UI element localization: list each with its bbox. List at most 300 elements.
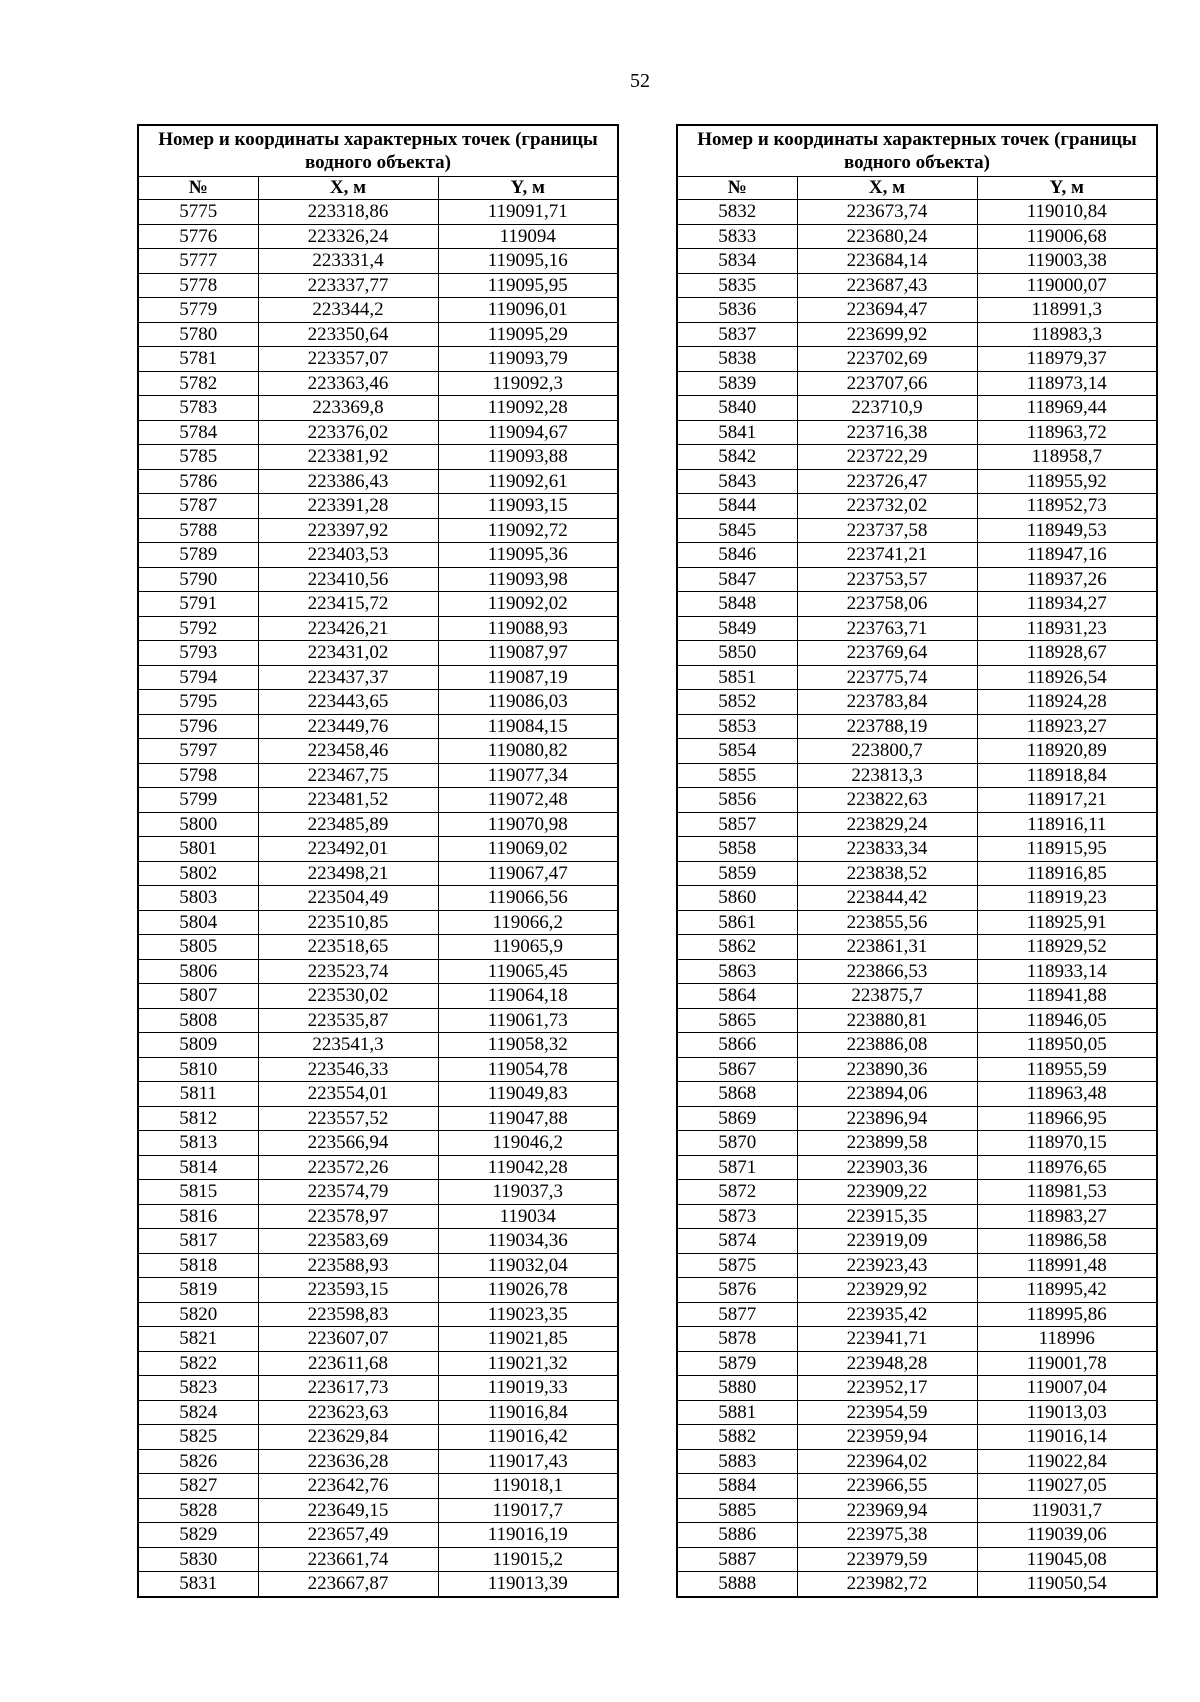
cell-y-coordinate: 119016,19 — [438, 1523, 618, 1548]
cell-x-coordinate: 223369,8 — [258, 396, 438, 421]
table-row — [138, 494, 618, 519]
cell-y-coordinate: 119000,07 — [977, 273, 1157, 298]
table-row — [677, 322, 1157, 347]
cell-x-coordinate: 223504,49 — [258, 886, 438, 911]
table-row — [677, 273, 1157, 298]
table-caption: Номер и координаты характерных точек (границы водного объекта) — [138, 125, 618, 177]
cell-x-coordinate: 223726,47 — [797, 469, 977, 494]
cell-y-coordinate: 119092,72 — [438, 518, 618, 543]
table-caption: Номер и координаты характерных точек (границы водного объекта) — [677, 125, 1157, 177]
cell-x-coordinate: 223535,87 — [258, 1008, 438, 1033]
table-row — [677, 224, 1157, 249]
cell-x-coordinate: 223829,24 — [797, 812, 977, 837]
cell-point-number: 5858 — [677, 837, 797, 862]
table-row — [138, 763, 618, 788]
table-row — [138, 200, 618, 225]
cell-x-coordinate: 223844,42 — [797, 886, 977, 911]
cell-point-number: 5859 — [677, 861, 797, 886]
cell-y-coordinate: 119027,05 — [977, 1474, 1157, 1499]
table-row — [138, 861, 618, 886]
cell-x-coordinate: 223467,75 — [258, 763, 438, 788]
cell-x-coordinate: 223443,65 — [258, 690, 438, 715]
cell-point-number: 5820 — [138, 1302, 258, 1327]
cell-y-coordinate: 119092,3 — [438, 371, 618, 396]
table-row — [677, 1180, 1157, 1205]
table-row — [677, 1155, 1157, 1180]
cell-x-coordinate: 223357,07 — [258, 347, 438, 372]
cell-point-number: 5844 — [677, 494, 797, 519]
cell-point-number: 5816 — [138, 1204, 258, 1229]
cell-point-number: 5887 — [677, 1547, 797, 1572]
cell-point-number: 5861 — [677, 910, 797, 935]
cell-point-number: 5880 — [677, 1376, 797, 1401]
cell-y-coordinate: 118949,53 — [977, 518, 1157, 543]
table-row — [677, 886, 1157, 911]
cell-point-number: 5824 — [138, 1400, 258, 1425]
table-row — [677, 1302, 1157, 1327]
cell-x-coordinate: 223337,77 — [258, 273, 438, 298]
cell-x-coordinate: 223530,02 — [258, 984, 438, 1009]
cell-point-number: 5828 — [138, 1498, 258, 1523]
cell-point-number: 5783 — [138, 396, 258, 421]
table-row — [138, 1253, 618, 1278]
table-row — [138, 812, 618, 837]
cell-point-number: 5852 — [677, 690, 797, 715]
cell-point-number: 5799 — [138, 788, 258, 813]
cell-x-coordinate: 223673,74 — [797, 200, 977, 225]
cell-y-coordinate: 119045,08 — [977, 1547, 1157, 1572]
table-row — [677, 861, 1157, 886]
cell-y-coordinate: 118979,37 — [977, 347, 1157, 372]
cell-y-coordinate: 119050,54 — [977, 1572, 1157, 1597]
cell-y-coordinate: 118963,48 — [977, 1082, 1157, 1107]
cell-x-coordinate: 223415,72 — [258, 592, 438, 617]
cell-x-coordinate: 223391,28 — [258, 494, 438, 519]
cell-x-coordinate: 223707,66 — [797, 371, 977, 396]
cell-y-coordinate: 118947,16 — [977, 543, 1157, 568]
cell-point-number: 5775 — [138, 200, 258, 225]
cell-y-coordinate: 118952,73 — [977, 494, 1157, 519]
cell-point-number: 5830 — [138, 1547, 258, 1572]
cell-x-coordinate: 223699,92 — [797, 322, 977, 347]
cell-y-coordinate: 119019,33 — [438, 1376, 618, 1401]
cell-point-number: 5822 — [138, 1351, 258, 1376]
cell-y-coordinate: 119018,1 — [438, 1474, 618, 1499]
cell-point-number: 5787 — [138, 494, 258, 519]
cell-point-number: 5834 — [677, 249, 797, 274]
cell-x-coordinate: 223546,33 — [258, 1057, 438, 1082]
cell-y-coordinate: 119039,06 — [977, 1523, 1157, 1548]
cell-point-number: 5827 — [138, 1474, 258, 1499]
cell-y-coordinate: 119034 — [438, 1204, 618, 1229]
cell-y-coordinate: 118991,48 — [977, 1253, 1157, 1278]
cell-x-coordinate: 223737,58 — [797, 518, 977, 543]
table-row — [677, 910, 1157, 935]
cell-point-number: 5836 — [677, 298, 797, 323]
cell-y-coordinate: 119015,2 — [438, 1547, 618, 1572]
cell-y-coordinate: 118995,86 — [977, 1302, 1157, 1327]
table-body-left — [138, 200, 618, 1597]
table-row — [677, 812, 1157, 837]
cell-y-coordinate: 119022,84 — [977, 1449, 1157, 1474]
table-row — [677, 1278, 1157, 1303]
cell-y-coordinate: 118928,67 — [977, 641, 1157, 666]
cell-point-number: 5777 — [138, 249, 258, 274]
cell-y-coordinate: 119093,98 — [438, 567, 618, 592]
cell-x-coordinate: 223557,52 — [258, 1106, 438, 1131]
cell-x-coordinate: 223909,22 — [797, 1180, 977, 1205]
cell-x-coordinate: 223788,19 — [797, 714, 977, 739]
table-row — [677, 959, 1157, 984]
table-row — [677, 1498, 1157, 1523]
column-header-number: № — [138, 177, 258, 200]
table-row — [677, 518, 1157, 543]
cell-point-number: 5871 — [677, 1155, 797, 1180]
cell-x-coordinate: 223964,02 — [797, 1449, 977, 1474]
cell-point-number: 5788 — [138, 518, 258, 543]
table-row — [138, 224, 618, 249]
cell-x-coordinate: 223915,35 — [797, 1204, 977, 1229]
cell-point-number: 5825 — [138, 1425, 258, 1450]
table-row — [138, 592, 618, 617]
cell-y-coordinate: 119016,42 — [438, 1425, 618, 1450]
cell-x-coordinate: 223684,14 — [797, 249, 977, 274]
cell-x-coordinate: 223574,79 — [258, 1180, 438, 1205]
cell-x-coordinate: 223554,01 — [258, 1082, 438, 1107]
cell-x-coordinate: 223875,7 — [797, 984, 977, 1009]
table-row — [677, 641, 1157, 666]
cell-y-coordinate: 118970,15 — [977, 1131, 1157, 1156]
cell-x-coordinate: 223966,55 — [797, 1474, 977, 1499]
table-row — [138, 788, 618, 813]
cell-x-coordinate: 223426,21 — [258, 616, 438, 641]
cell-y-coordinate: 119016,14 — [977, 1425, 1157, 1450]
cell-x-coordinate: 223702,69 — [797, 347, 977, 372]
cell-x-coordinate: 223710,9 — [797, 396, 977, 421]
cell-x-coordinate: 223363,46 — [258, 371, 438, 396]
table-row — [677, 763, 1157, 788]
cell-x-coordinate: 223800,7 — [797, 739, 977, 764]
cell-x-coordinate: 223741,21 — [797, 543, 977, 568]
cell-x-coordinate: 223344,2 — [258, 298, 438, 323]
cell-point-number: 5882 — [677, 1425, 797, 1450]
cell-x-coordinate: 223758,06 — [797, 592, 977, 617]
table-row — [138, 1229, 618, 1254]
cell-point-number: 5876 — [677, 1278, 797, 1303]
cell-x-coordinate: 223593,15 — [258, 1278, 438, 1303]
cell-point-number: 5818 — [138, 1253, 258, 1278]
table-row — [138, 273, 618, 298]
cell-x-coordinate: 223929,92 — [797, 1278, 977, 1303]
cell-point-number: 5885 — [677, 1498, 797, 1523]
cell-y-coordinate: 119092,61 — [438, 469, 618, 494]
cell-x-coordinate: 223410,56 — [258, 567, 438, 592]
table-row — [138, 371, 618, 396]
cell-point-number: 5886 — [677, 1523, 797, 1548]
cell-x-coordinate: 223903,36 — [797, 1155, 977, 1180]
cell-y-coordinate: 119069,02 — [438, 837, 618, 862]
cell-x-coordinate: 223886,08 — [797, 1033, 977, 1058]
cell-point-number: 5831 — [138, 1572, 258, 1597]
table-row — [138, 935, 618, 960]
cell-x-coordinate: 223899,58 — [797, 1131, 977, 1156]
table-row — [677, 347, 1157, 372]
table-row — [138, 518, 618, 543]
table-row — [138, 714, 618, 739]
cell-y-coordinate: 119095,16 — [438, 249, 618, 274]
table-row — [138, 249, 618, 274]
cell-point-number: 5776 — [138, 224, 258, 249]
cell-y-coordinate: 119065,9 — [438, 935, 618, 960]
cell-x-coordinate: 223890,36 — [797, 1057, 977, 1082]
table-row — [138, 543, 618, 568]
table-row — [677, 1033, 1157, 1058]
cell-point-number: 5780 — [138, 322, 258, 347]
cell-x-coordinate: 223381,92 — [258, 445, 438, 470]
cell-point-number: 5826 — [138, 1449, 258, 1474]
table-row — [138, 1474, 618, 1499]
cell-y-coordinate: 118969,44 — [977, 396, 1157, 421]
cell-x-coordinate: 223866,53 — [797, 959, 977, 984]
cell-x-coordinate: 223861,31 — [797, 935, 977, 960]
table-row — [677, 1131, 1157, 1156]
cell-x-coordinate: 223763,71 — [797, 616, 977, 641]
cell-point-number: 5782 — [138, 371, 258, 396]
cell-point-number: 5884 — [677, 1474, 797, 1499]
cell-y-coordinate: 119064,18 — [438, 984, 618, 1009]
table-row — [677, 1449, 1157, 1474]
table-row — [677, 935, 1157, 960]
cell-point-number: 5829 — [138, 1523, 258, 1548]
cell-point-number: 5781 — [138, 347, 258, 372]
cell-y-coordinate: 119046,2 — [438, 1131, 618, 1156]
cell-y-coordinate: 118973,14 — [977, 371, 1157, 396]
cell-y-coordinate: 118916,85 — [977, 861, 1157, 886]
cell-y-coordinate: 119047,88 — [438, 1106, 618, 1131]
table-row — [677, 1057, 1157, 1082]
cell-x-coordinate: 223952,17 — [797, 1376, 977, 1401]
cell-x-coordinate: 223583,69 — [258, 1229, 438, 1254]
cell-point-number: 5797 — [138, 739, 258, 764]
cell-y-coordinate: 119061,73 — [438, 1008, 618, 1033]
table-row — [677, 665, 1157, 690]
cell-x-coordinate: 223318,86 — [258, 200, 438, 225]
cell-y-coordinate: 119095,95 — [438, 273, 618, 298]
cell-y-coordinate: 119093,15 — [438, 494, 618, 519]
table-row — [138, 1131, 618, 1156]
cell-point-number: 5805 — [138, 935, 258, 960]
cell-point-number: 5790 — [138, 567, 258, 592]
cell-x-coordinate: 223833,34 — [797, 837, 977, 862]
table-row — [138, 910, 618, 935]
cell-y-coordinate: 119032,04 — [438, 1253, 618, 1278]
cell-y-coordinate: 119017,43 — [438, 1449, 618, 1474]
cell-y-coordinate: 119065,45 — [438, 959, 618, 984]
table-row — [138, 1106, 618, 1131]
cell-y-coordinate: 119034,36 — [438, 1229, 618, 1254]
cell-x-coordinate: 223722,29 — [797, 445, 977, 470]
table-row — [677, 984, 1157, 1009]
cell-y-coordinate: 118924,28 — [977, 690, 1157, 715]
cell-y-coordinate: 118917,21 — [977, 788, 1157, 813]
table-row — [677, 788, 1157, 813]
cell-y-coordinate: 119087,97 — [438, 641, 618, 666]
table-row — [138, 445, 618, 470]
cell-y-coordinate: 118915,95 — [977, 837, 1157, 862]
cell-point-number: 5881 — [677, 1400, 797, 1425]
cell-x-coordinate: 223481,52 — [258, 788, 438, 813]
cell-y-coordinate: 118995,42 — [977, 1278, 1157, 1303]
cell-x-coordinate: 223403,53 — [258, 543, 438, 568]
cell-point-number: 5810 — [138, 1057, 258, 1082]
cell-x-coordinate: 223611,68 — [258, 1351, 438, 1376]
table-row — [138, 665, 618, 690]
cell-x-coordinate: 223753,57 — [797, 567, 977, 592]
cell-x-coordinate: 223437,37 — [258, 665, 438, 690]
cell-y-coordinate: 118937,26 — [977, 567, 1157, 592]
cell-point-number: 5877 — [677, 1302, 797, 1327]
cell-y-coordinate: 118966,95 — [977, 1106, 1157, 1131]
cell-x-coordinate: 223657,49 — [258, 1523, 438, 1548]
table-row — [677, 1425, 1157, 1450]
table-row — [677, 714, 1157, 739]
cell-point-number: 5839 — [677, 371, 797, 396]
cell-point-number: 5813 — [138, 1131, 258, 1156]
table-row — [677, 1547, 1157, 1572]
cell-x-coordinate: 223588,93 — [258, 1253, 438, 1278]
table-row — [677, 396, 1157, 421]
table-row — [677, 298, 1157, 323]
cell-y-coordinate: 118958,7 — [977, 445, 1157, 470]
cell-y-coordinate: 119026,78 — [438, 1278, 618, 1303]
cell-point-number: 5796 — [138, 714, 258, 739]
cell-point-number: 5864 — [677, 984, 797, 1009]
cell-y-coordinate: 118955,92 — [977, 469, 1157, 494]
cell-point-number: 5850 — [677, 641, 797, 666]
cell-x-coordinate: 223838,52 — [797, 861, 977, 886]
cell-y-coordinate: 119037,3 — [438, 1180, 618, 1205]
cell-x-coordinate: 223667,87 — [258, 1572, 438, 1597]
cell-y-coordinate: 118963,72 — [977, 420, 1157, 445]
cell-point-number: 5878 — [677, 1327, 797, 1352]
cell-point-number: 5856 — [677, 788, 797, 813]
cell-point-number: 5784 — [138, 420, 258, 445]
cell-y-coordinate: 119094 — [438, 224, 618, 249]
page-number: 52 — [630, 70, 650, 92]
cell-point-number: 5815 — [138, 1180, 258, 1205]
table-row — [677, 1008, 1157, 1033]
table-row — [138, 641, 618, 666]
table-row — [677, 1351, 1157, 1376]
cell-y-coordinate: 118986,58 — [977, 1229, 1157, 1254]
table-row — [138, 1057, 618, 1082]
cell-point-number: 5793 — [138, 641, 258, 666]
cell-point-number: 5842 — [677, 445, 797, 470]
cell-point-number: 5862 — [677, 935, 797, 960]
cell-point-number: 5847 — [677, 567, 797, 592]
cell-x-coordinate: 223822,63 — [797, 788, 977, 813]
table-row — [677, 469, 1157, 494]
column-header-number: № — [677, 177, 797, 200]
cell-x-coordinate: 223458,46 — [258, 739, 438, 764]
cell-y-coordinate: 119070,98 — [438, 812, 618, 837]
table-row — [677, 543, 1157, 568]
cell-y-coordinate: 118923,27 — [977, 714, 1157, 739]
cell-y-coordinate: 118946,05 — [977, 1008, 1157, 1033]
cell-y-coordinate: 118933,14 — [977, 959, 1157, 984]
cell-point-number: 5838 — [677, 347, 797, 372]
cell-point-number: 5835 — [677, 273, 797, 298]
cell-x-coordinate: 223783,84 — [797, 690, 977, 715]
table-row — [677, 200, 1157, 225]
cell-x-coordinate: 223941,71 — [797, 1327, 977, 1352]
cell-point-number: 5883 — [677, 1449, 797, 1474]
table-row — [677, 494, 1157, 519]
table-row — [677, 690, 1157, 715]
table-row — [138, 396, 618, 421]
cell-y-coordinate: 118920,89 — [977, 739, 1157, 764]
table-row — [138, 959, 618, 984]
table-row — [138, 1523, 618, 1548]
cell-y-coordinate: 119087,19 — [438, 665, 618, 690]
cell-y-coordinate: 118996 — [977, 1327, 1157, 1352]
table-row — [677, 1082, 1157, 1107]
cell-x-coordinate: 223732,02 — [797, 494, 977, 519]
cell-point-number: 5786 — [138, 469, 258, 494]
cell-y-coordinate: 118919,23 — [977, 886, 1157, 911]
cell-x-coordinate: 223607,07 — [258, 1327, 438, 1352]
cell-x-coordinate: 223979,59 — [797, 1547, 977, 1572]
table-row — [677, 1327, 1157, 1352]
table-row — [138, 347, 618, 372]
cell-y-coordinate: 119054,78 — [438, 1057, 618, 1082]
cell-point-number: 5888 — [677, 1572, 797, 1597]
cell-x-coordinate: 223919,09 — [797, 1229, 977, 1254]
cell-point-number: 5791 — [138, 592, 258, 617]
column-header-y: Y, м — [438, 177, 618, 200]
cell-point-number: 5809 — [138, 1033, 258, 1058]
table-row — [138, 1180, 618, 1205]
cell-y-coordinate: 119023,35 — [438, 1302, 618, 1327]
cell-x-coordinate: 223694,47 — [797, 298, 977, 323]
cell-point-number: 5804 — [138, 910, 258, 935]
cell-y-coordinate: 118976,65 — [977, 1155, 1157, 1180]
cell-point-number: 5837 — [677, 322, 797, 347]
table-row — [677, 616, 1157, 641]
cell-point-number: 5789 — [138, 543, 258, 568]
cell-point-number: 5832 — [677, 200, 797, 225]
cell-x-coordinate: 223813,3 — [797, 763, 977, 788]
table-row — [677, 1204, 1157, 1229]
cell-y-coordinate: 118981,53 — [977, 1180, 1157, 1205]
cell-x-coordinate: 223896,94 — [797, 1106, 977, 1131]
cell-point-number: 5819 — [138, 1278, 258, 1303]
cell-x-coordinate: 223969,94 — [797, 1498, 977, 1523]
cell-point-number: 5840 — [677, 396, 797, 421]
cell-y-coordinate: 119093,88 — [438, 445, 618, 470]
cell-y-coordinate: 118941,88 — [977, 984, 1157, 1009]
cell-y-coordinate: 119088,93 — [438, 616, 618, 641]
cell-x-coordinate: 223617,73 — [258, 1376, 438, 1401]
table-row — [138, 616, 618, 641]
cell-y-coordinate: 118918,84 — [977, 763, 1157, 788]
cell-point-number: 5795 — [138, 690, 258, 715]
cell-y-coordinate: 119080,82 — [438, 739, 618, 764]
cell-x-coordinate: 223959,94 — [797, 1425, 977, 1450]
table-row — [138, 1547, 618, 1572]
table-row — [677, 1229, 1157, 1254]
cell-point-number: 5801 — [138, 837, 258, 862]
